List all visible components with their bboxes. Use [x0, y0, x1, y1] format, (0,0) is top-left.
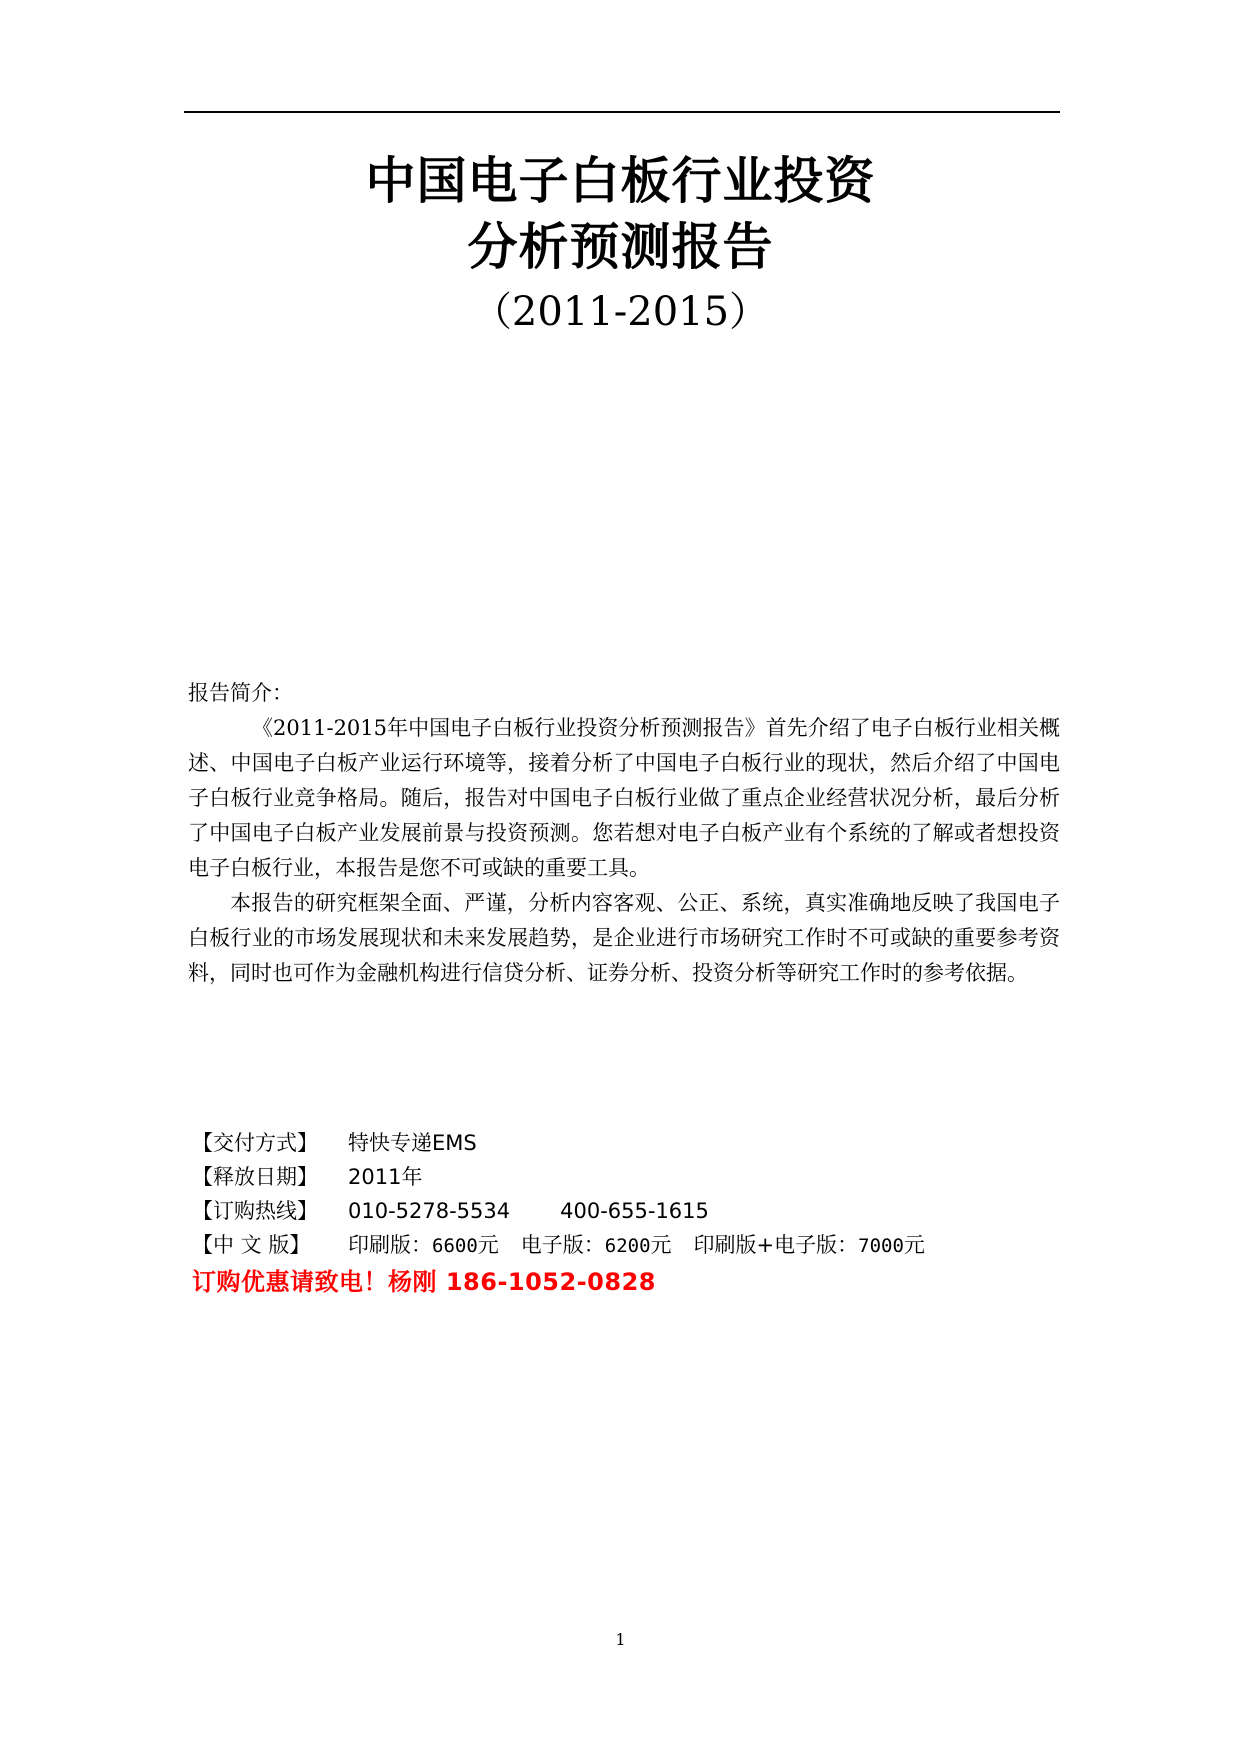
hotline-label: 【订购热线】 — [192, 1199, 318, 1223]
release-value: 2011年 — [348, 1165, 423, 1189]
title-line-1: 中国电子白板行业投资 — [365, 152, 876, 210]
top-rule — [184, 111, 1060, 113]
intro-paragraph-1: 《2011-2015年中国电子白板行业投资分析预测报告》首先介绍了电子白板行业相关概述、中国电子白板产业运行环境等，接着分析了中国电子白板行业的现状，然后介绍了中国电子白板行业竞争格局。随后，报告对中国电子白板行业做了重点企业经营状况分析，最后分析了中国电子白板产业发展前景与投资预测。您若想对电子白板产业有个系统的了解或者想投资电子白板行业，本报告是您不可或缺的重要工具。 — [188, 716, 1060, 880]
title-block — [0, 148, 1241, 340]
delivery-row — [192, 1126, 1072, 1160]
release-label: 【释放日期】 — [192, 1165, 318, 1189]
edition-row — [192, 1228, 1072, 1262]
page-number: 1 — [615, 1630, 626, 1649]
hotline-phone-2[interactable]: 400-655-1615 — [560, 1199, 709, 1223]
price-print — [348, 1228, 499, 1263]
title-years: （2011-2015） — [471, 289, 770, 335]
intro-section — [188, 676, 1060, 991]
price-electronic — [521, 1228, 672, 1263]
intro-paragraph-2: 本报告的研究框架全面、严谨，分析内容客观、公正、系统，真实准确地反映了我国电子白板行业的市场发展现状和未来发展趋势，是企业进行市场研究工作时不可或缺的重要参考资料，同时也可作为金融机构进行信贷分析、证券分析、投资分析等研究工作时的参考依据。 — [188, 891, 1060, 985]
delivery-label: 【交付方式】 — [192, 1131, 318, 1155]
price-bundle — [694, 1228, 925, 1263]
price-electronic-unit: 元 — [650, 1233, 672, 1257]
price-bundle-amount: 7000 — [858, 1235, 904, 1257]
order-info — [192, 1126, 1072, 1302]
title-line-2: 分析预测报告 — [467, 218, 774, 276]
hotline-row — [192, 1194, 1072, 1228]
order-promo[interactable]: 订购优惠请致电！杨刚 186-1052-0828 — [192, 1268, 656, 1296]
edition-label: 【中 文 版】 — [192, 1233, 311, 1257]
price-print-label: 印刷版： — [348, 1233, 432, 1257]
hotline-phone-1[interactable]: 010-5278-5534 — [348, 1199, 511, 1223]
delivery-value: 特快专递EMS — [348, 1131, 477, 1155]
price-bundle-unit: 元 — [903, 1233, 925, 1257]
price-print-amount: 6600 — [432, 1235, 478, 1257]
price-bundle-label: 印刷版+电子版： — [693, 1233, 859, 1257]
intro-label: 报告简介： — [188, 681, 293, 705]
price-electronic-amount: 6200 — [604, 1235, 651, 1257]
price-electronic-label: 电子版： — [520, 1233, 605, 1257]
price-print-unit: 元 — [477, 1233, 499, 1257]
release-row — [192, 1160, 1072, 1194]
